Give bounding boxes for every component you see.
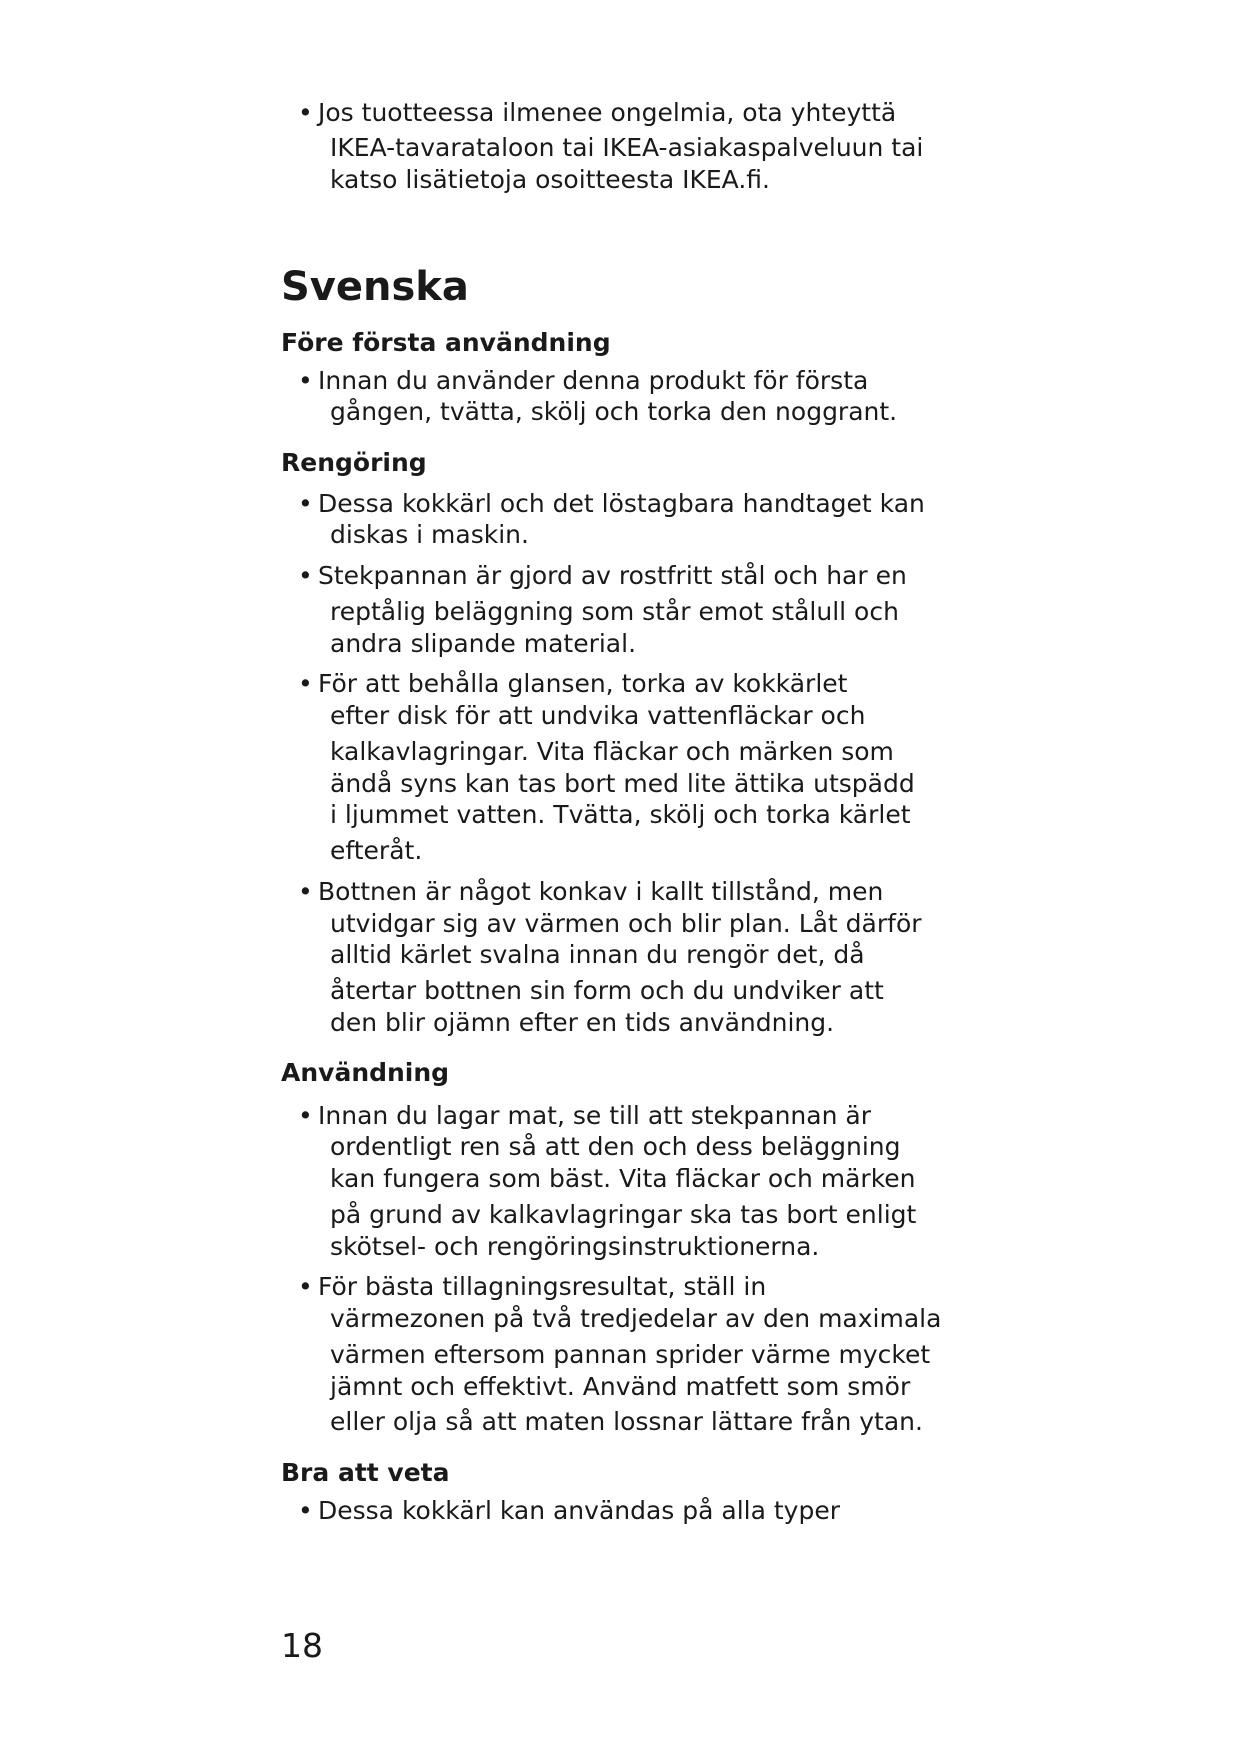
subsection-heading: Rengöring [281,447,427,477]
bullet-text-line: reptålig beläggning som står emot stålull och [330,596,899,626]
bullet-text-line: katso lisätietoja osoitteesta IKEA.fi. [330,165,770,195]
bullet-marker: • [298,489,313,519]
bullet-text-line: andra slipande material. [330,629,637,659]
bullet-text-line: diskas i maskin. [330,520,529,550]
bullet-text-line: kalkavlagringar. Vita fläckar och märken som [330,736,894,766]
bullet-marker: • [298,1495,313,1525]
subsection-heading: Användning [281,1057,450,1087]
bullet-text-line: ändå syns kan tas bort med lite ättika utspädd [330,769,915,799]
bullet-text-line: i ljummet vatten. Tvätta, skölj och torka kärlet [330,800,911,830]
bullet-marker: • [298,560,313,590]
bullet-text-line: ordentligt ren så att den och dess beläggning [330,1131,901,1161]
bullet-text-line-first: Dessa kokkärl och det löstagbara handtaget kan [318,489,925,519]
bullet-text-line: eller olja så att maten lossnar lättare från ytan. [330,1407,923,1437]
bullet-text-line: jämnt och effektivt. Använd matfett som smör [330,1371,911,1401]
bullet-text-line: den blir ojämn efter en tids användning. [330,1007,835,1037]
bullet-text-line: skötsel- och rengöringsinstruktionerna. [330,1231,820,1261]
section-title: Svenska [281,263,469,310]
bullet-text-line-first: Jos tuotteessa ilmenee ongelmia, ota yhteyttä [318,98,897,128]
bullet-text-line-first: Dessa kokkärl kan användas på alla typer [318,1495,841,1525]
bullet-text-line: IKEA-tavarataloon tai IKEA-asiakaspalveluun tai [330,132,924,162]
bullet-text-line: gången, tvätta, skölj och torka den noggrant. [330,397,898,427]
subsection-heading: Före första användning [281,327,611,357]
subsection-heading: Bra att veta [281,1457,450,1487]
bullet-text-line: utvidgar sig av värmen och blir plan. Låt därför [330,909,922,939]
bullet-marker: • [298,365,313,395]
bullet-text-line-first: Bottnen är något konkav i kallt tillstånd, men [318,876,884,906]
bullet-text-line: återtar bottnen sin form och du undviker att [330,976,884,1006]
bullet-text-line-first: För bästa tillagningsresultat, ställ in [318,1271,767,1301]
bullet-marker: • [298,876,313,906]
bullet-marker: • [298,98,313,128]
bullet-text-line-first: Innan du lagar mat, se till att stekpannan är [318,1100,871,1130]
bullet-text-line: efter disk för att undvika vattenfläckar och [330,700,866,730]
bullet-text-line: alltid kärlet svalna innan du rengör det, då [330,940,865,970]
bullet-text-line-first: Innan du använder denna produkt för första [318,365,869,395]
bullet-text-line-first: För att behålla glansen, torka av kokkärlet [318,669,848,699]
bullet-text-line: efteråt. [330,836,423,866]
bullet-marker: • [298,669,313,699]
bullet-text-line: på grund av kalkavlagringar ska tas bort enligt [330,1200,917,1230]
bullet-text-line-first: Stekpannan är gjord av rostfritt stål och har en [318,560,907,590]
bullet-marker: • [298,1100,313,1130]
bullet-text-line: värmezonen på två tredjedelar av den maximala [330,1304,942,1334]
bullet-text-line: värmen eftersom pannan sprider värme mycket [330,1340,931,1370]
page-number: 18 [281,1626,323,1666]
bullet-text-line: kan fungera som bäst. Vita fläckar och märken [330,1164,916,1194]
bullet-marker: • [298,1271,313,1301]
